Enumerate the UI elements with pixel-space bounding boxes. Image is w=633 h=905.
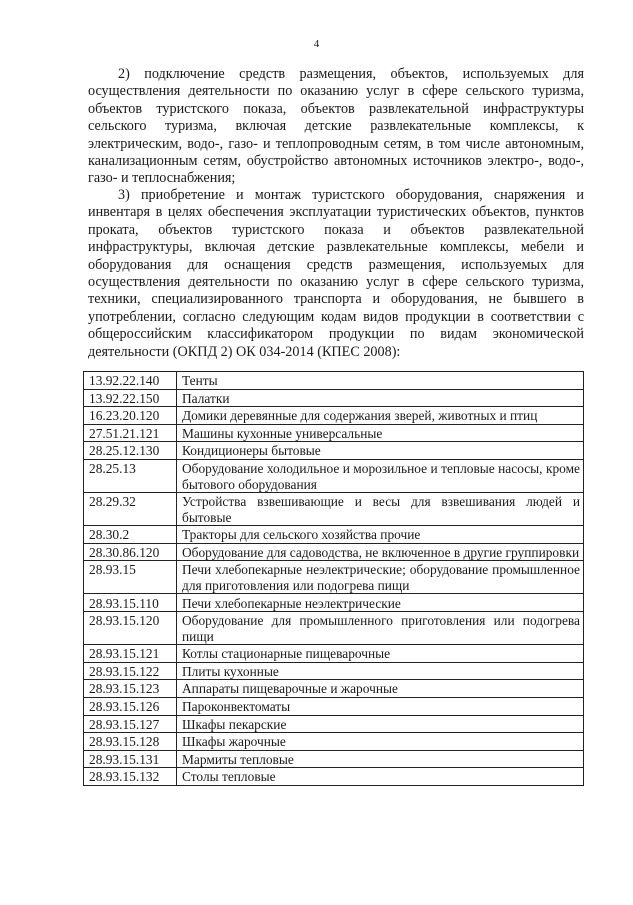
product-description-cell: Столы тепловые (177, 768, 584, 786)
product-description-cell: Котлы стационарные пищеварочные (177, 645, 584, 663)
product-description-cell: Машины кухонные универсальные (177, 424, 584, 442)
product-code-cell: 16.23.20.120 (84, 407, 177, 425)
product-description-cell: Палатки (177, 389, 584, 407)
table-row (84, 594, 584, 612)
table-row (84, 750, 584, 768)
table-row (84, 680, 584, 698)
product-description-cell: Тракторы для сельского хозяйства прочие (177, 526, 584, 544)
product-description-cell: Шкафы пекарские (177, 715, 584, 733)
page-number: 4 (313, 38, 320, 50)
table-row (84, 493, 584, 526)
product-description-cell: Шкафы жарочные (177, 733, 584, 751)
table-row (84, 715, 584, 733)
product-description-cell: Печи хлебопекарные неэлектрические; оборудование промышленное для приготовления или подогрева пищи (177, 561, 584, 594)
table-row (84, 526, 584, 544)
product-description-cell: Оборудование для садоводства, не включенное в другие группировки (177, 543, 584, 561)
table-row (84, 372, 584, 390)
product-description-cell: Аппараты пищеварочные и жарочные (177, 680, 584, 698)
product-code-cell: 28.93.15.122 (84, 662, 177, 680)
product-code-cell: 28.93.15.131 (84, 750, 177, 768)
paragraph-item-2: 2) подключение средств размещения, объектов, используемых для осуществления деятельности по оказанию услуг в сфере сельского туризма, объектов туристского показа, объектов развлекательной инфраструктуры сельского туризма, включая детские развлекательные комплексы, к электрическим, водо-, газо- и теплопроводным сетям, в том числе автономным, канализационным сетям, обустройство автономных источников электро-, водо-, газо- и теплоснабжения; (88, 66, 584, 187)
product-code-cell: 28.93.15 (84, 561, 177, 594)
table-row (84, 662, 584, 680)
table-row (84, 424, 584, 442)
product-description-cell: Домики деревянные для содержания зверей, животных и птиц (177, 407, 584, 425)
okpd-codes-table (83, 371, 584, 786)
product-code-cell: 28.29.32 (84, 493, 177, 526)
product-description-cell: Печи хлебопекарные неэлектрические (177, 594, 584, 612)
table-row (84, 407, 584, 425)
product-code-cell: 28.93.15.110 (84, 594, 177, 612)
product-code-cell: 28.93.15.128 (84, 733, 177, 751)
paragraph-item-3: 3) приобретение и монтаж туристского оборудования, снаряжения и инвентаря в целях обеспечения эксплуатации туристических объектов, пунктов проката, объектов туристского показа и объектов развлекательной инфраструктуры, включая детские развлекательные комплексы, мебели и оборудования для оснащения средств размещения, используемых для осуществления деятельности по оказанию услуг в сфере сельского туризма, техники, специализированного транспорта и оборудования, не бывшего в употреблении, согласно следующим кодам видов продукции в соответствии с общероссийским классификатором продукции по видам экономической деятельности (ОКПД 2) ОК 034-2014 (КПЕС 2008): (88, 187, 584, 360)
table-row (84, 442, 584, 460)
product-code-cell: 28.93.15.123 (84, 680, 177, 698)
product-code-cell: 28.30.86.120 (84, 543, 177, 561)
product-code-cell: 28.25.12.130 (84, 442, 177, 460)
table-row (84, 561, 584, 594)
product-code-cell: 28.93.15.120 (84, 612, 177, 645)
product-code-cell: 28.93.15.132 (84, 768, 177, 786)
table-row (84, 697, 584, 715)
product-code-cell: 13.92.22.150 (84, 389, 177, 407)
codes-table-body (84, 372, 584, 786)
table-row (84, 768, 584, 786)
table-row (84, 543, 584, 561)
product-description-cell: Пароконвектоматы (177, 697, 584, 715)
product-description-cell: Мармиты тепловые (177, 750, 584, 768)
product-description-cell: Плиты кухонные (177, 662, 584, 680)
product-description-cell: Устройства взвешивающие и весы для взвешивания людей и бытовые (177, 493, 584, 526)
product-code-cell: 28.30.2 (84, 526, 177, 544)
table-row (84, 612, 584, 645)
product-description-cell: Оборудование для промышленного приготовления или подогрева пищи (177, 612, 584, 645)
product-code-cell: 28.93.15.126 (84, 697, 177, 715)
product-code-cell: 28.25.13 (84, 459, 177, 492)
product-description-cell: Кондиционеры бытовые (177, 442, 584, 460)
table-row (84, 645, 584, 663)
product-description-cell: Тенты (177, 372, 584, 390)
table-row (84, 459, 584, 492)
product-code-cell: 28.93.15.121 (84, 645, 177, 663)
table-row (84, 733, 584, 751)
product-code-cell: 28.93.15.127 (84, 715, 177, 733)
product-code-cell: 27.51.21.121 (84, 424, 177, 442)
table-row (84, 389, 584, 407)
product-code-cell: 13.92.22.140 (84, 372, 177, 390)
product-description-cell: Оборудование холодильное и морозильное и тепловые насосы, кроме бытового оборудования (177, 459, 584, 492)
